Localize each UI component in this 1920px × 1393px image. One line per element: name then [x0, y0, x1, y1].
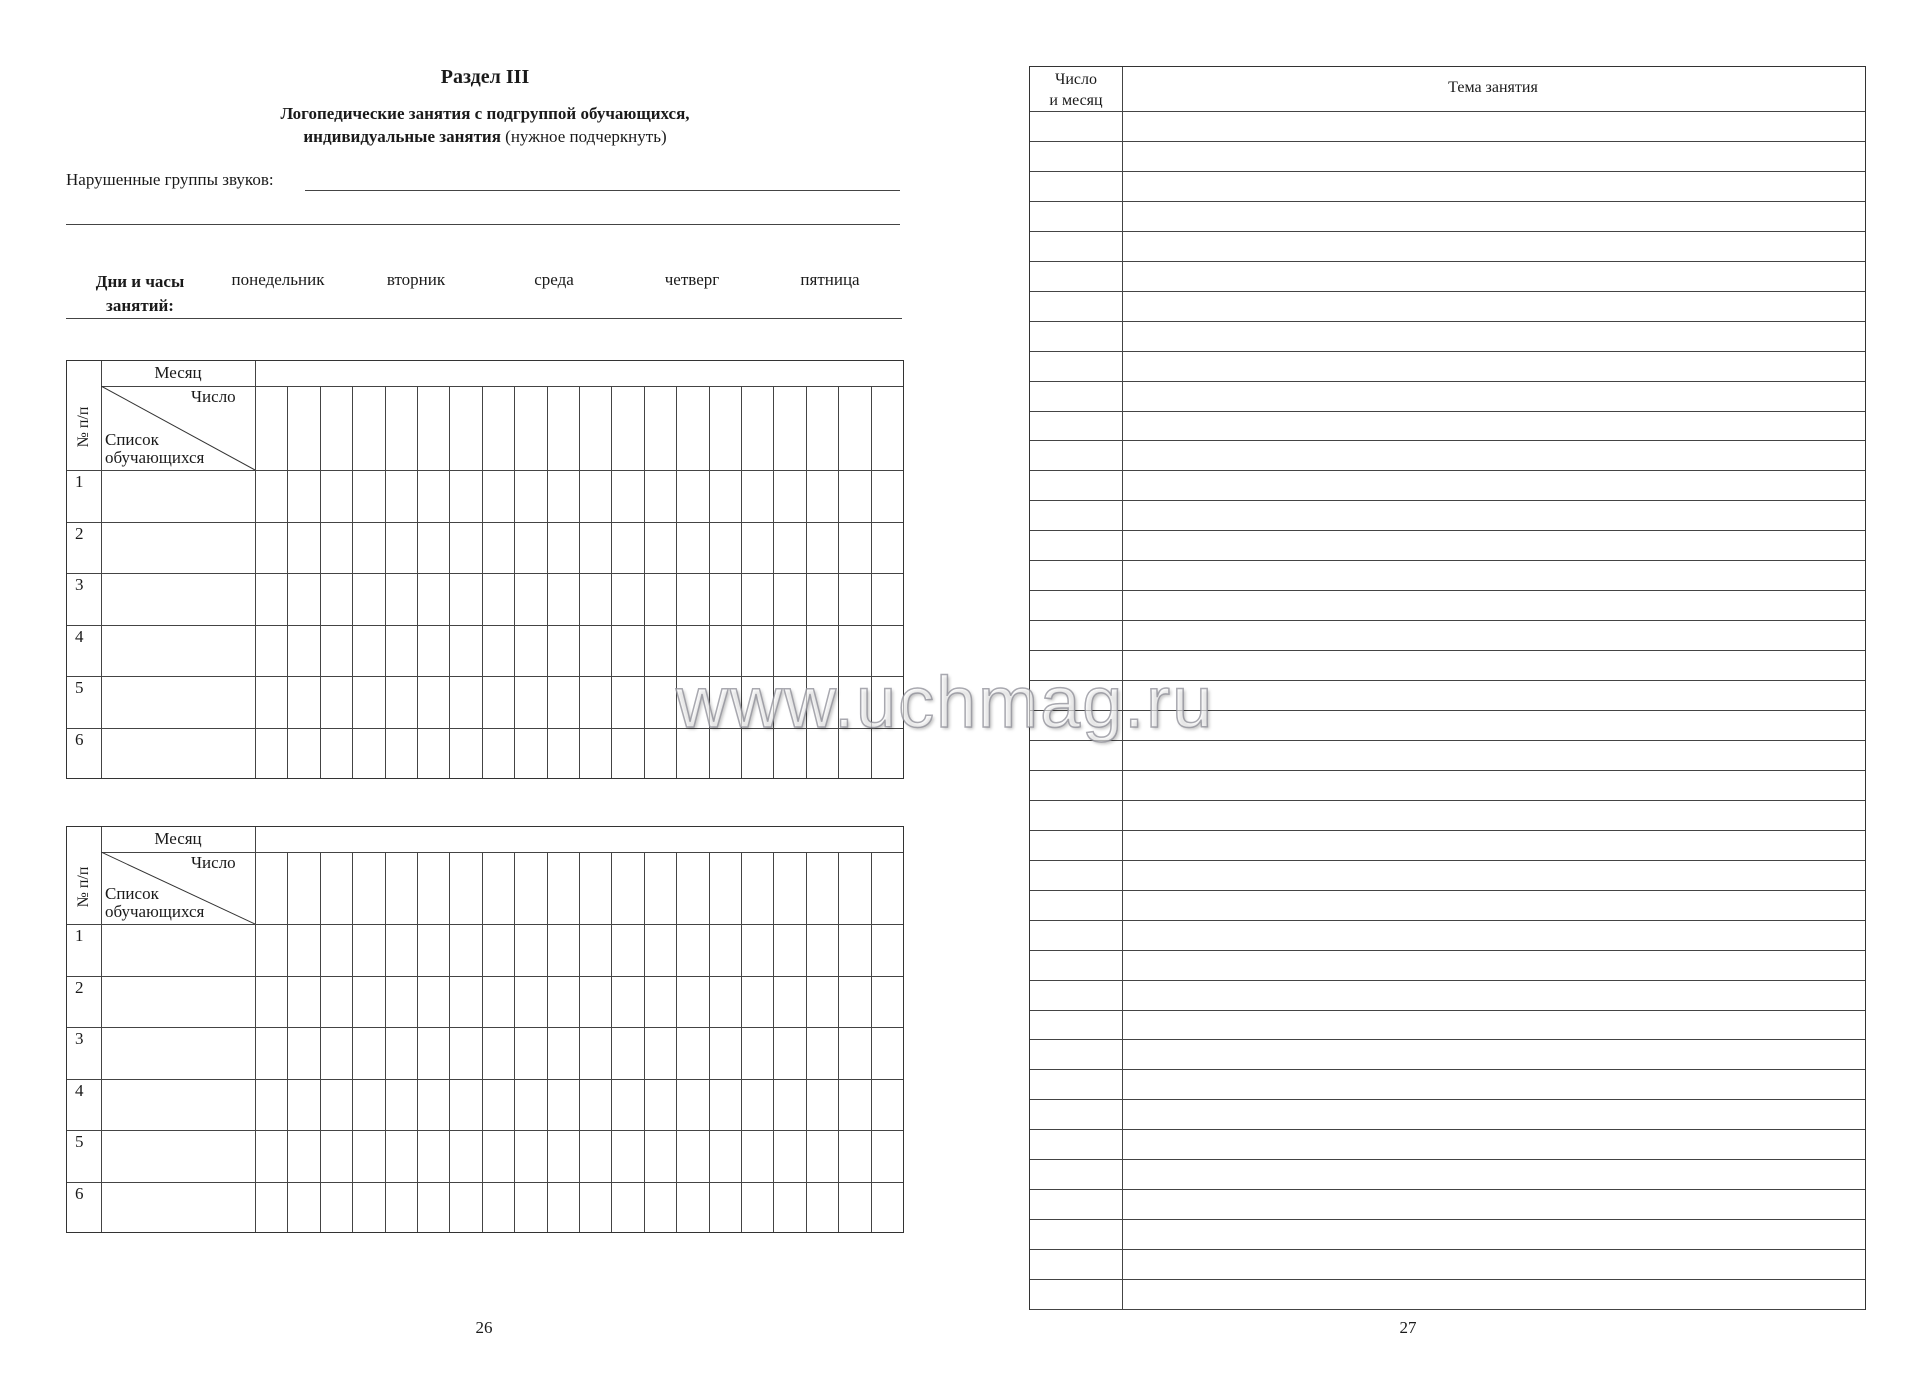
row-number: 5: [75, 678, 84, 697]
date-column-divider: [320, 852, 321, 1232]
journal-row-line: [1030, 980, 1865, 981]
date-column-divider: [352, 386, 353, 778]
date-column-divider: [838, 852, 839, 1232]
journal-row-line: [1030, 1010, 1865, 1011]
days-label: Дни и часы занятий:: [95, 272, 185, 315]
journal-row-line: [1030, 530, 1865, 531]
journal-row-line: [1030, 261, 1865, 262]
row-line: [67, 522, 903, 523]
row-line: [67, 1130, 903, 1131]
journal-row-line: [1030, 1069, 1865, 1070]
journal-row-line: [1030, 111, 1865, 112]
row-number: 4: [75, 626, 84, 646]
date-label: Число: [191, 853, 236, 872]
journal-row-line: [1030, 411, 1865, 412]
day-thursday: четверг: [664, 270, 720, 289]
row-number: 6: [75, 729, 84, 749]
row-number: 4: [75, 1080, 84, 1100]
day-wednesday: среда: [534, 270, 574, 289]
subtitle-line-2-note: (нужное подчеркнуть): [505, 127, 667, 146]
sounds-fill-line-1: [305, 190, 900, 191]
month-label: Месяц: [154, 363, 202, 382]
day-monday: понедельник: [231, 270, 325, 289]
journal-row-line: [1030, 650, 1865, 651]
sounds-fill-line-2: [66, 224, 900, 225]
date-column-divider: [773, 852, 774, 1232]
journal-row-line: [1030, 1159, 1865, 1160]
row-number: 2: [75, 523, 84, 543]
date-column-divider: [676, 852, 677, 1232]
journal-row-line: [1030, 291, 1865, 292]
row-number: 1: [75, 472, 84, 491]
row-line: [67, 573, 903, 574]
journal-row-line: [1030, 560, 1865, 561]
journal-row-line: [1030, 381, 1865, 382]
date-column-divider: [482, 852, 483, 1232]
date-column-divider: [287, 852, 288, 1232]
journal-row-line: [1030, 1039, 1865, 1040]
date-column-divider: [547, 386, 548, 778]
students-label: обучающихся: [105, 448, 205, 467]
journal-row-line: [1030, 620, 1865, 621]
list-label: Список: [105, 884, 159, 903]
journal-row-line: [1030, 800, 1865, 801]
date-column-divider: [417, 852, 418, 1232]
row-line: [67, 976, 903, 977]
name-column-divider: [255, 361, 256, 778]
attendance-table-2: [66, 826, 904, 1233]
journal-row-line: [1030, 440, 1865, 441]
row-number: 6: [75, 1183, 84, 1203]
month-label: Месяц: [154, 829, 202, 848]
journal-row-line: [1030, 351, 1865, 352]
date-column-divider: [482, 386, 483, 778]
row-line: [67, 1182, 903, 1183]
journal-row-line: [1030, 1279, 1865, 1280]
row-number-label: № п/п: [75, 866, 92, 908]
date-label: Число: [191, 387, 236, 406]
watermark: www.uchmag.ru: [676, 663, 1215, 743]
students-label: обучающихся: [105, 902, 205, 921]
date-column-divider: [579, 852, 580, 1232]
header-bottom-line: [67, 924, 903, 925]
section-title: Раздел III: [440, 66, 530, 88]
date-column-divider: [611, 386, 612, 778]
list-label: Список: [105, 430, 159, 449]
row-number: 1: [75, 926, 84, 945]
date-column-divider: [385, 852, 386, 1232]
journal-row-line: [1030, 1129, 1865, 1130]
journal-row-line: [1030, 470, 1865, 471]
date-column-divider: [417, 386, 418, 778]
lesson-topic-header: Тема занятия: [1448, 79, 1538, 96]
header-bottom-line: [67, 470, 903, 471]
journal-row-line: [1030, 950, 1865, 951]
journal-row-line: [1030, 1249, 1865, 1250]
date-column-divider: [547, 852, 548, 1232]
subtitle-line-2-bold: индивидуальные занятия: [303, 127, 501, 146]
row-number: 2: [75, 977, 84, 997]
day-tuesday: вторник: [386, 270, 446, 289]
date-column-divider: [449, 386, 450, 778]
date-column-divider: [644, 852, 645, 1232]
date-column-divider: [611, 852, 612, 1232]
journal-row-line: [1030, 231, 1865, 232]
date-column-divider: [449, 852, 450, 1232]
date-header-line-2: и месяц: [1049, 92, 1103, 109]
date-column-divider: [320, 386, 321, 778]
journal-row-line: [1030, 830, 1865, 831]
journal-row-line: [1030, 1219, 1865, 1220]
date-column-divider: [709, 852, 710, 1232]
journal-row-line: [1030, 1099, 1865, 1100]
date-column-divider: [644, 386, 645, 778]
journal-row-line: [1030, 171, 1865, 172]
journal-row-line: [1030, 890, 1865, 891]
date-column-divider: [871, 852, 872, 1232]
subtitle-line-2: [0, 127, 970, 147]
name-column-divider: [255, 827, 256, 1232]
page-number-right: 27: [1399, 1318, 1417, 1337]
journal-row-line: [1030, 770, 1865, 771]
date-month-header: [1030, 69, 1122, 111]
journal-row-line: [1030, 590, 1865, 591]
journal-row-line: [1030, 920, 1865, 921]
journal-row-line: [1030, 860, 1865, 861]
row-number: 5: [75, 1132, 84, 1151]
date-column-divider: [514, 852, 515, 1232]
date-column-divider: [287, 386, 288, 778]
date-column-divider: [579, 386, 580, 778]
journal-row-line: [1030, 141, 1865, 142]
date-column-divider: [352, 852, 353, 1232]
date-column-divider: [806, 852, 807, 1232]
day-friday: пятница: [800, 270, 860, 289]
subtitle-line-1: Логопедические занятия с подгруппой обучающихся,: [280, 104, 690, 123]
row-line: [67, 1079, 903, 1080]
date-column-divider: [514, 386, 515, 778]
date-column-divider: [741, 852, 742, 1232]
journal-row-line: [1030, 201, 1865, 202]
row-line: [67, 1027, 903, 1028]
journal-row-line: [1030, 321, 1865, 322]
row-line: [67, 625, 903, 626]
row-number: 3: [75, 1029, 84, 1048]
date-header-line-1: Число: [1054, 71, 1098, 88]
page-number-left: 26: [475, 1318, 493, 1337]
journal-row-line: [1030, 1189, 1865, 1190]
row-number-label: № п/п: [75, 406, 92, 448]
row-number: 3: [75, 575, 84, 594]
journal-row-line: [1030, 500, 1865, 501]
journal-row-line: [1030, 1309, 1865, 1310]
days-underline: [66, 318, 902, 319]
sounds-label: Нарушенные группы звуков:: [66, 170, 274, 189]
date-column-divider: [385, 386, 386, 778]
